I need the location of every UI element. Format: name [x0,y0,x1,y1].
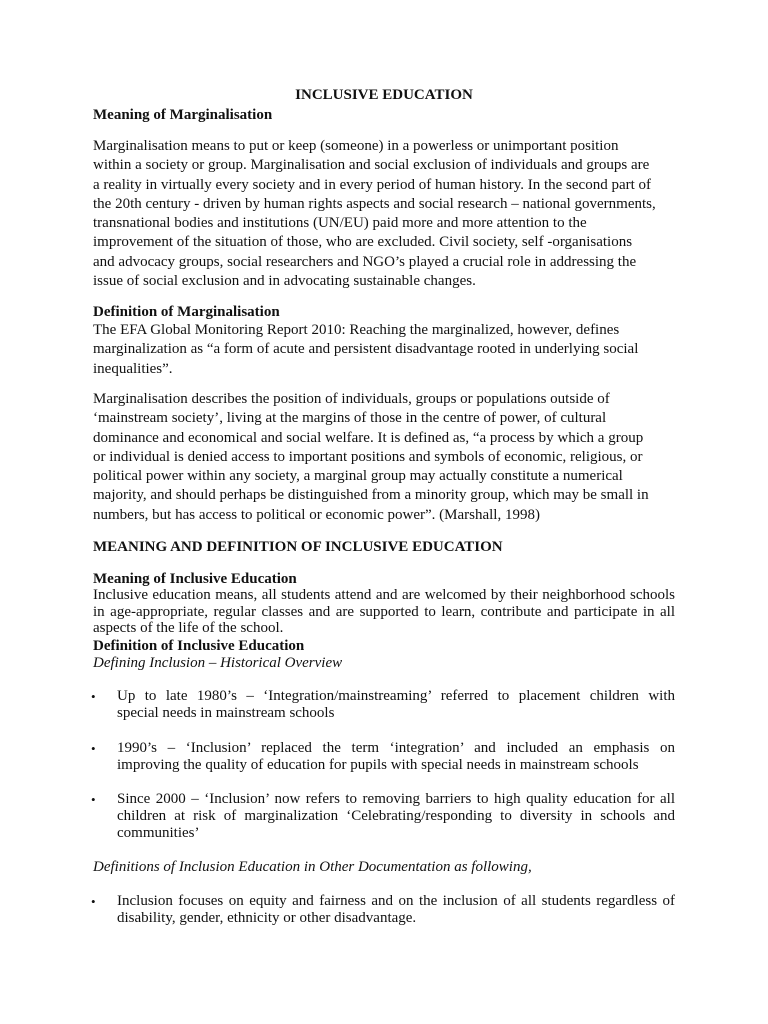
text-line: Inclusion focuses on equity and fairness and on the inclusion of all students regardless of [117,893,675,909]
paragraph-marginalisation-description [93,390,677,525]
text-line: inequalities”. [93,360,173,377]
text-line: Marginalisation describes the position of individuals, groups or populations outside of [93,391,610,407]
heading-definition-of-marginalisation: Definition of Marginalisation [93,304,280,320]
text-line: improvement of the situation of those, who are excluded. Civil society, self -organisations [93,234,633,251]
paragraph-efa-definition [93,321,677,379]
heading-meaning-of-marginalisation: Meaning of Marginalisation [93,107,273,123]
text-line: disability, gender, ethnicity or other disadvantage. [117,910,417,926]
text-line: or individual is denied access to important positions and symbols of economic, religious, or [93,448,643,465]
text-line: Marginalisation means to put or keep (someone) in a powerless or unimportant position [93,138,619,154]
text-line: ‘mainstream society’, living at the margins of those in the centre of power, of cultural [93,410,607,427]
text-line: marginalization as “a form of acute and persistent disadvantage rooted in underlying social [93,341,639,358]
list-item-text [117,893,675,927]
text-line: The EFA Global Monitoring Report 2010: Reaching the marginalized, however, defines [93,322,620,338]
text-line: political power within any society, a marginal group may actually constitute a numerical [93,468,623,485]
list-item-text [117,688,675,722]
document-title: INCLUSIVE EDUCATION [295,87,473,103]
text-line: special needs in mainstream schools [117,705,335,721]
text-line: Up to late 1980’s – ‘Integration/mainstreaming’ referred to placement children with [117,688,675,704]
text-line: numbers, but has access to political or economic power”. (Marshall, 1998) [93,506,540,523]
text-line: issue of social exclusion and in advocating sustainable changes. [93,273,476,290]
text-line: 1990’s – ‘Inclusion’ replaced the term ‘integration’ and included an emphasis on [117,740,675,756]
subheading-historical-overview: Defining Inclusion – Historical Overview [93,655,343,671]
bullet-icon: • [91,689,96,704]
paragraph-inclusive-education-meaning: Inclusive education means, all students attend and are welcomed by their neighborhood schools in age-appropriate, regular classes and are supported to learn, contribute and participate in all aspects of the life of the school. [93,587,675,636]
heading-definition-of-inclusive-education: Definition of Inclusive Education [93,638,305,654]
bullet-icon: • [91,741,96,756]
text-line: the 20th century - driven by human rights aspects and social research – national governments, [93,195,656,212]
text-line: majority, and should perhaps be distinguished from a minority group, which may be small in [93,487,649,504]
text-line: improving the quality of education for pupils with special needs in mainstream schools [117,757,639,773]
bullet-icon: • [91,792,96,807]
text-line: and advocacy groups, social researchers and NGO’s played a crucial role in addressing the [93,253,637,270]
text-line: communities’ [117,825,200,841]
text-line: a reality in virtually every society and in every period of human history. In the second part of [93,176,652,193]
text-line: Since 2000 – ‘Inclusion’ now refers to removing barriers to high quality education for all [117,791,675,807]
text-line: dominance and economical and social welfare. It is defined as, “a process by which a group [93,429,644,446]
text-line: within a society or group. Marginalisation and social exclusion of individuals and groups are [93,157,650,174]
text-line: children at risk of marginalization ‘Celebrating/responding to diversity in schools and [117,808,675,824]
subheading-definitions-in-other-documentation: Definitions of Inclusion Education in Other Documentation as following, [93,859,532,875]
heading-meaning-of-inclusive-education: Meaning of Inclusive Education [93,571,297,587]
list-item-text [117,791,675,842]
heading-meaning-and-definition-of-inclusive-education: MEANING AND DEFINITION OF INCLUSIVE EDUCATION [93,539,503,555]
paragraph-marginalisation-meaning [93,137,677,291]
text-line: transnational bodies and institutions (UN/EU) paid more and more attention to the [93,215,587,232]
bullet-icon: • [91,894,96,909]
list-item-text [117,740,675,774]
